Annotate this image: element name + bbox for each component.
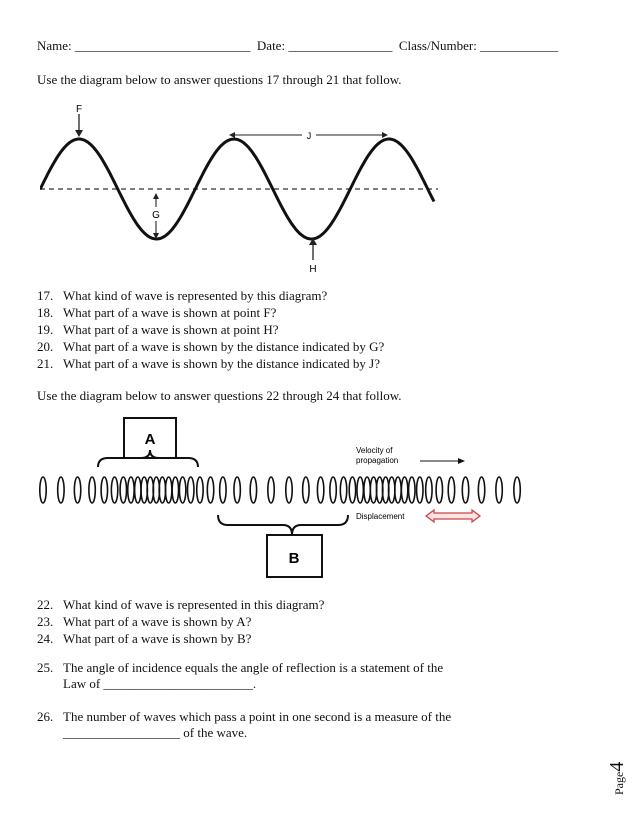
spring-coil (197, 477, 203, 503)
spring-coil (286, 477, 292, 503)
class-label: Class/Number: (398, 38, 477, 53)
label-f: F (75, 104, 83, 115)
spring-coil (409, 477, 415, 503)
velocity-label-2: propagation (356, 456, 399, 465)
spring-coil (250, 477, 256, 503)
spring-coil (426, 477, 432, 503)
question-18: 18. What part of a wave is shown at point F? (37, 305, 277, 320)
spring-coil (514, 477, 520, 503)
spring-coil (111, 477, 117, 503)
label-g: G (152, 210, 160, 221)
spring-coil (40, 477, 46, 503)
spring-coil (135, 477, 141, 503)
question-25: 25. The angle of incidence equals the angle of reflection is a statement of the Law of _______________________. (37, 660, 444, 691)
label-a: A (144, 431, 156, 448)
intro-2: Use the diagram below to answer questions 22 through 24 that follow. (37, 388, 402, 403)
page-number-label (606, 735, 630, 795)
label-h: H (309, 264, 317, 275)
longitudinal-wave-diagram (38, 415, 538, 580)
date-blank[interactable]: ________________ (288, 38, 393, 53)
name-blank[interactable]: ___________________________ (74, 38, 251, 53)
spring-coil (478, 477, 484, 503)
question-19: 19. What part of a wave is shown at point H? (37, 322, 279, 337)
class-blank[interactable]: ____________ (480, 38, 559, 53)
label-j: J (306, 131, 312, 141)
spring-coil (448, 477, 454, 503)
question-20: 20. What part of a wave is shown by the distance indicated by G? (37, 339, 385, 354)
question-24: 24. What part of a wave is shown by B? (37, 631, 252, 646)
header-line (37, 38, 558, 54)
spring-coil (303, 477, 309, 503)
spring-coil (128, 477, 134, 503)
spring-coil (462, 477, 468, 503)
transverse-wave-diagram (40, 100, 440, 285)
spring-coil (395, 477, 401, 503)
label-b: B (288, 550, 300, 567)
spring-coil (207, 477, 213, 503)
displacement-arrow (426, 510, 480, 522)
question-21: 21. What part of a wave is shown by the distance indicated by J? (37, 356, 380, 371)
spring-coil (401, 477, 407, 503)
spring-coil (165, 477, 171, 503)
spring-coil (349, 477, 355, 503)
q26-answer-blank[interactable]: __________________ of the wave. (63, 725, 248, 740)
displacement-label: Displacement (356, 512, 405, 521)
page-word: Page (612, 771, 626, 795)
spring-coil (74, 477, 80, 503)
spring-coil (89, 477, 95, 503)
name-label: Name: (37, 38, 72, 53)
spring-coil (188, 477, 194, 503)
spring-coil (58, 477, 64, 503)
question-22: 22. What kind of wave is represented in this diagram? (37, 597, 325, 612)
spring-coil (220, 477, 226, 503)
spring-coil (436, 477, 442, 503)
page-number: 4 (606, 761, 628, 772)
spring-coil (101, 477, 107, 503)
spring-coil (120, 477, 126, 503)
spring-coil (268, 477, 274, 503)
q25-answer-blank[interactable]: Law of _______________________. (63, 676, 257, 691)
spring-coil (364, 477, 370, 503)
spring-coil (357, 477, 363, 503)
spring-coil (172, 477, 178, 503)
spring-coil (417, 477, 423, 503)
question-17: 17. What kind of wave is represented by this diagram? (37, 288, 328, 303)
intro-1: Use the diagram below to answer questions 17 through 21 that follow. (37, 72, 402, 87)
velocity-label-1: Velocity of (356, 446, 393, 455)
spring-coil (317, 477, 323, 503)
spring-coil (340, 477, 346, 503)
bracket-b (218, 515, 348, 535)
spring-coil (496, 477, 502, 503)
question-26: 26. The number of waves which pass a point in one second is a measure of the __________________ of the wave. (37, 709, 452, 740)
spring-coil (330, 477, 336, 503)
spring-coils (40, 477, 520, 503)
question-23: 23. What part of a wave is shown by A? (37, 614, 252, 629)
spring-coil (179, 477, 185, 503)
spring-coil (234, 477, 240, 503)
date-label: Date: (256, 38, 286, 53)
